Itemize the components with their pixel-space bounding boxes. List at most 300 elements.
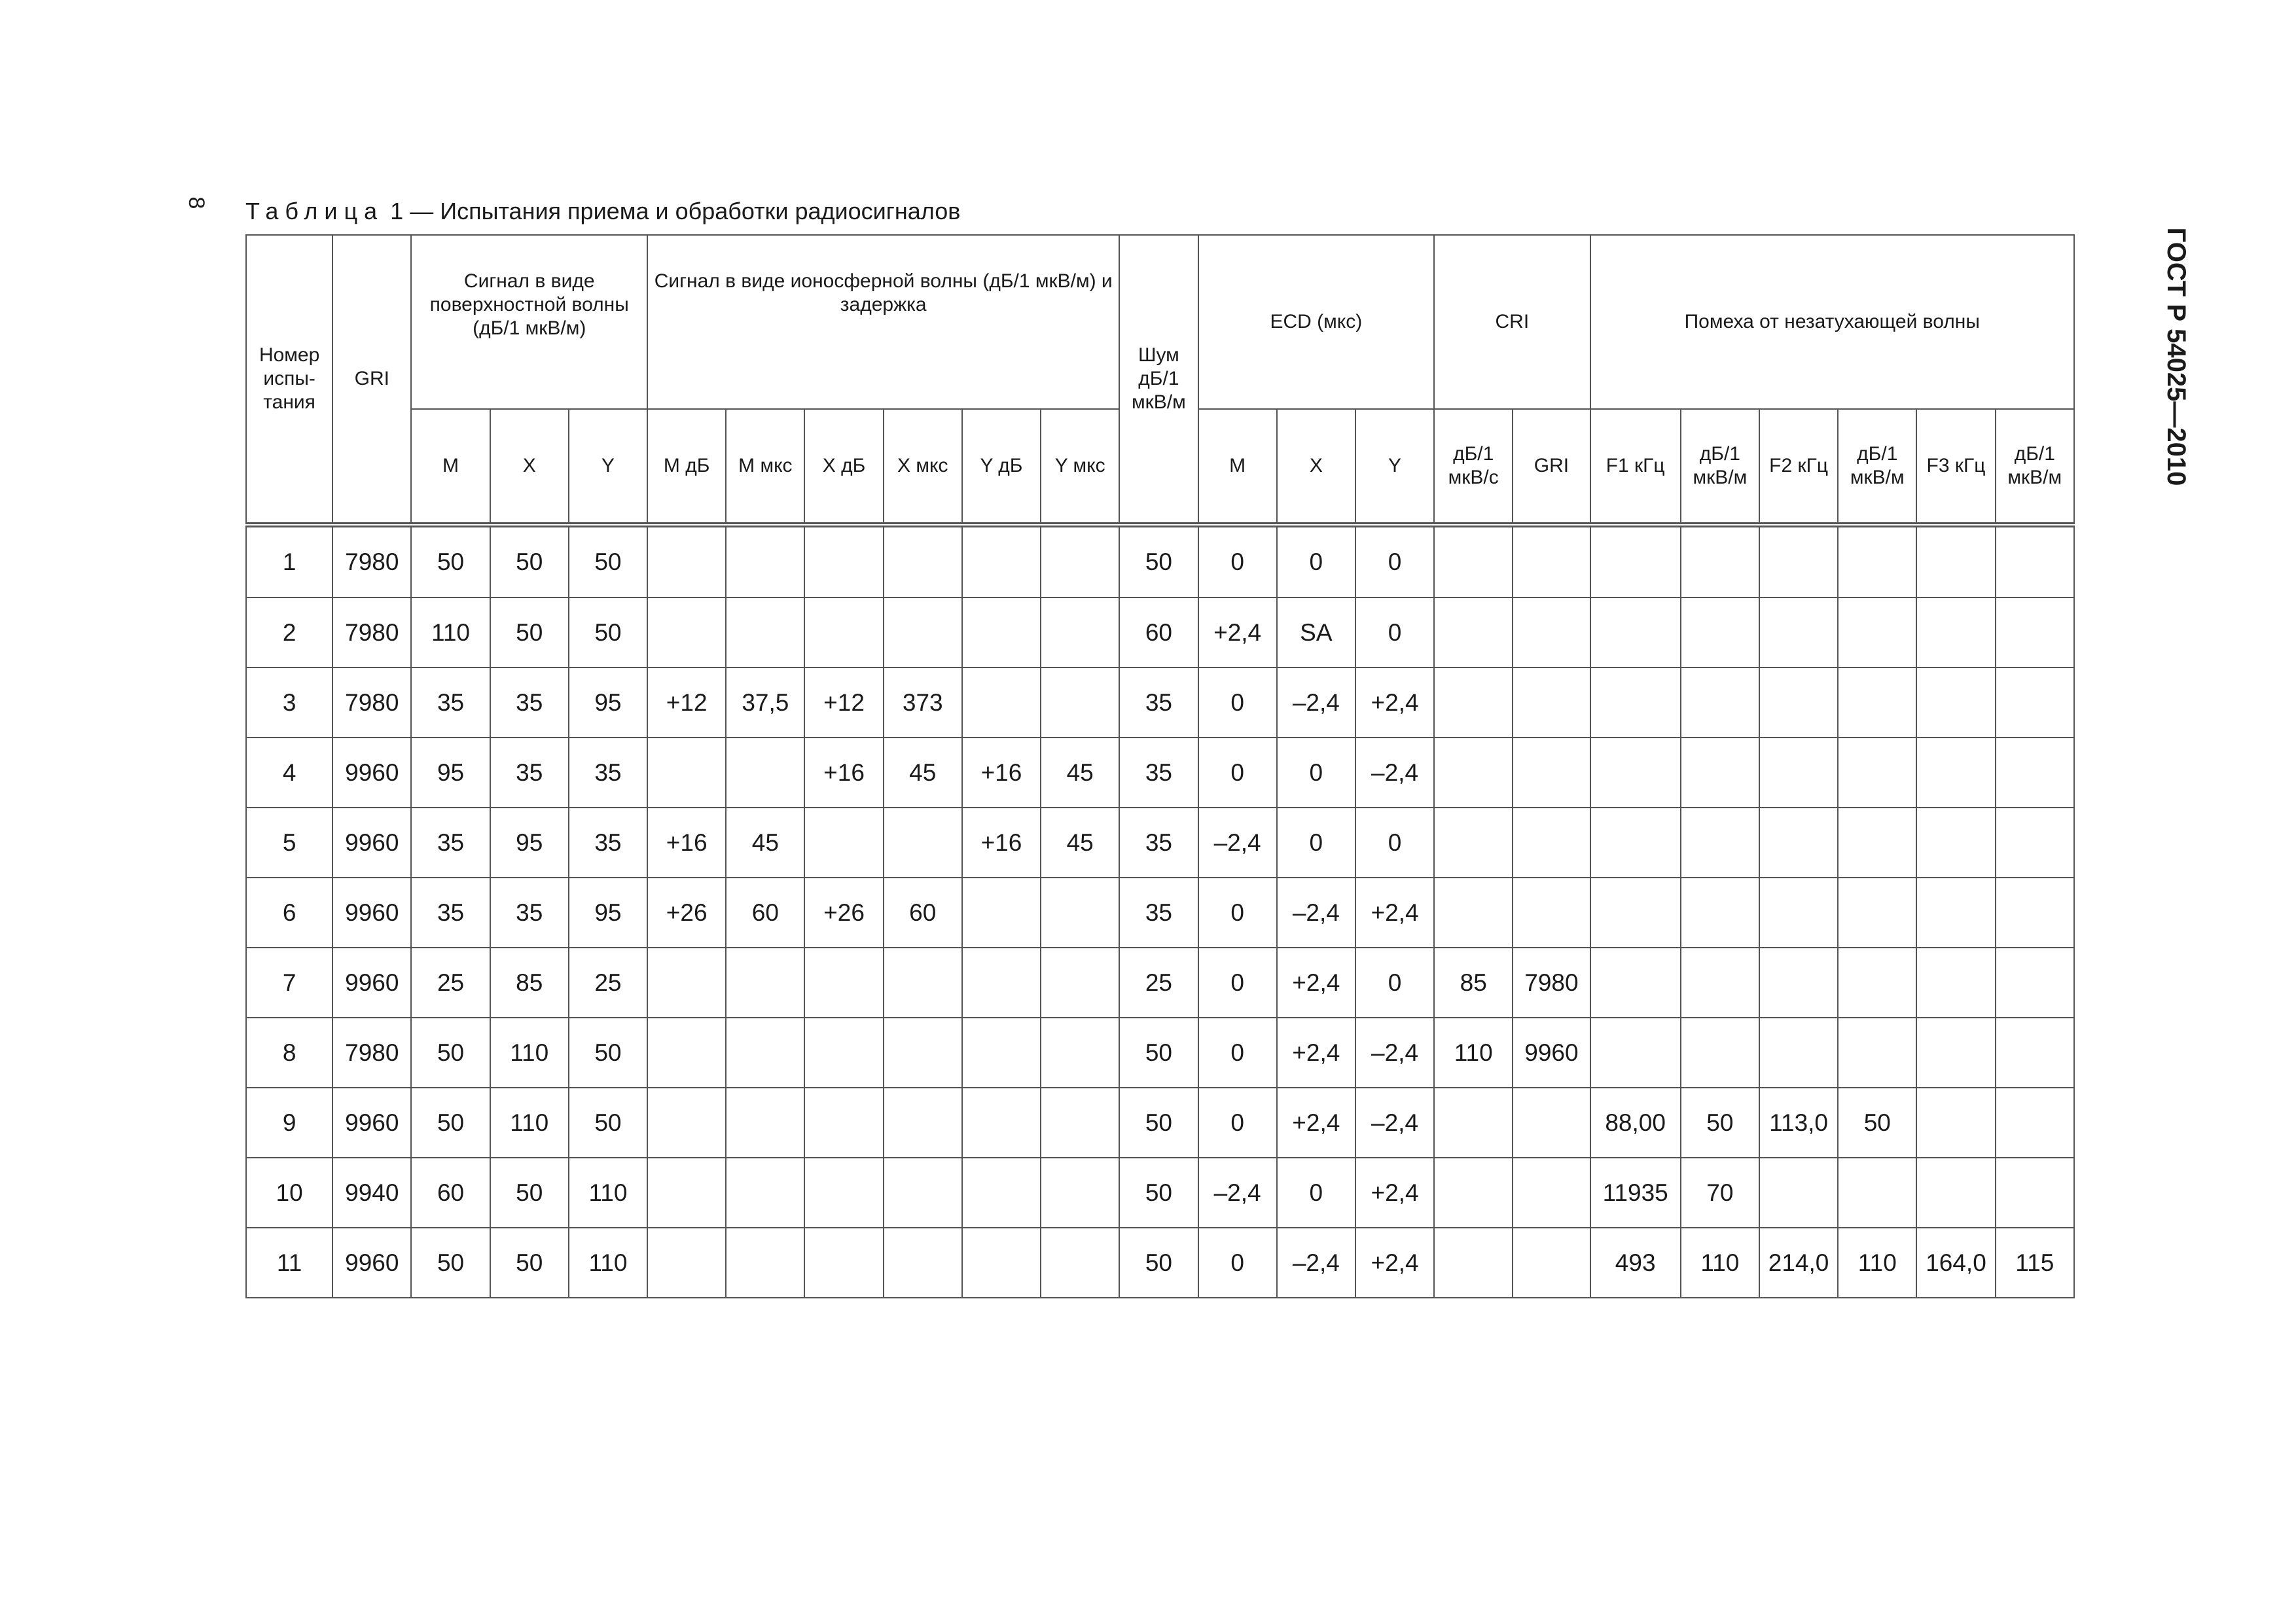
table-cell: 70 bbox=[1681, 1158, 1759, 1228]
table-cell bbox=[647, 948, 726, 1018]
table-cell: 7980 bbox=[1513, 948, 1590, 1018]
table-cell: 35 bbox=[411, 808, 490, 878]
table-cell: +12 bbox=[804, 668, 883, 738]
table-cell bbox=[804, 1158, 883, 1228]
table-cell: 7980 bbox=[332, 525, 411, 597]
table-cell: 50 bbox=[1119, 1158, 1198, 1228]
table-row bbox=[246, 948, 2074, 1018]
table-cell: –2,4 bbox=[1198, 1158, 1277, 1228]
table-cell bbox=[1759, 1018, 1838, 1088]
table-cell: 50 bbox=[411, 1018, 490, 1088]
table-cell: 11 bbox=[246, 1228, 332, 1298]
table-cell: 2 bbox=[246, 597, 332, 668]
table-cell: 37,5 bbox=[726, 668, 804, 738]
table-cell bbox=[1041, 597, 1119, 668]
table-cell bbox=[726, 1158, 804, 1228]
table-cell bbox=[962, 597, 1041, 668]
table-cell: 60 bbox=[411, 1158, 490, 1228]
table-cell: 115 bbox=[1996, 1228, 2074, 1298]
table-cell: +12 bbox=[647, 668, 726, 738]
table-cell bbox=[804, 1018, 883, 1088]
table-cell: 50 bbox=[411, 525, 490, 597]
table-cell: 45 bbox=[884, 738, 962, 808]
table-cell: 8 bbox=[246, 1018, 332, 1088]
table-cell bbox=[1759, 948, 1838, 1018]
subheader-cw-f2: F2 кГц bbox=[1759, 409, 1838, 525]
table-cell: 7980 bbox=[332, 597, 411, 668]
table-cell bbox=[726, 597, 804, 668]
table-cell bbox=[884, 808, 962, 878]
table-cell: 50 bbox=[1681, 1088, 1759, 1158]
table-cell bbox=[1916, 597, 1995, 668]
table-cell bbox=[726, 738, 804, 808]
table-cell bbox=[1513, 597, 1590, 668]
header-gri: GRI bbox=[332, 235, 411, 525]
table-cell: 9960 bbox=[1513, 1018, 1590, 1088]
table-cell: –2,4 bbox=[1277, 1228, 1355, 1298]
table-cell: 0 bbox=[1198, 738, 1277, 808]
table-cell: 0 bbox=[1198, 1228, 1277, 1298]
table-cell: 50 bbox=[569, 1018, 647, 1088]
table-cell: 85 bbox=[1434, 948, 1513, 1018]
table-cell: 50 bbox=[569, 1088, 647, 1158]
table-cell: 113,0 bbox=[1759, 1088, 1838, 1158]
table-cell: 50 bbox=[490, 597, 569, 668]
table-cell: –2,4 bbox=[1355, 1018, 1434, 1088]
table-cell bbox=[1513, 1158, 1590, 1228]
table-cell: 9960 bbox=[332, 1228, 411, 1298]
table-cell: +16 bbox=[962, 738, 1041, 808]
table-cell: 0 bbox=[1198, 668, 1277, 738]
table-cell: 10 bbox=[246, 1158, 332, 1228]
subheader-cri-gri: GRI bbox=[1513, 409, 1590, 525]
table-cell bbox=[1996, 878, 2074, 948]
table-cell: 0 bbox=[1355, 808, 1434, 878]
table-cell: 1 bbox=[246, 525, 332, 597]
table-cell: 45 bbox=[726, 808, 804, 878]
table-cell: 35 bbox=[490, 668, 569, 738]
table-cell: 25 bbox=[411, 948, 490, 1018]
table-cell: 4 bbox=[246, 738, 332, 808]
table-cell: 50 bbox=[411, 1228, 490, 1298]
table-cell bbox=[962, 525, 1041, 597]
table-cell: 35 bbox=[569, 808, 647, 878]
table-cell: –2,4 bbox=[1277, 878, 1355, 948]
table-row bbox=[246, 1088, 2074, 1158]
table-cell bbox=[1041, 948, 1119, 1018]
table-cell: 5 bbox=[246, 808, 332, 878]
table-cell bbox=[647, 1158, 726, 1228]
table-cell bbox=[1513, 808, 1590, 878]
table-cell: 88,00 bbox=[1590, 1088, 1681, 1158]
table-cell bbox=[647, 1088, 726, 1158]
table-cell bbox=[1996, 808, 2074, 878]
table-cell: SA bbox=[1277, 597, 1355, 668]
table-cell: +2,4 bbox=[1277, 1088, 1355, 1158]
table-cell: 0 bbox=[1277, 808, 1355, 878]
table-cell bbox=[726, 525, 804, 597]
table-cell: 95 bbox=[569, 668, 647, 738]
table-cell bbox=[1838, 1158, 1916, 1228]
table-cell: 0 bbox=[1355, 948, 1434, 1018]
table-cell bbox=[1681, 668, 1759, 738]
table-cell: 95 bbox=[490, 808, 569, 878]
table-cell bbox=[1996, 668, 2074, 738]
table-cell: +16 bbox=[647, 808, 726, 878]
table-cell bbox=[1916, 808, 1995, 878]
table-cell bbox=[726, 1228, 804, 1298]
table-cell bbox=[1434, 1088, 1513, 1158]
table-cell bbox=[884, 948, 962, 1018]
table-row bbox=[246, 808, 2074, 878]
table-cell bbox=[1916, 948, 1995, 1018]
table-cell bbox=[1916, 738, 1995, 808]
table-cell bbox=[1590, 525, 1681, 597]
table-cell: 7980 bbox=[332, 668, 411, 738]
test-table bbox=[245, 234, 2075, 1298]
table-cell bbox=[1041, 1228, 1119, 1298]
table-cell: 9940 bbox=[332, 1158, 411, 1228]
subheader-ecd-m: M bbox=[1198, 409, 1277, 525]
table-cell bbox=[804, 525, 883, 597]
table-cell: 0 bbox=[1198, 1088, 1277, 1158]
subheader-sky-m-db: M дБ bbox=[647, 409, 726, 525]
table-cell: 110 bbox=[1681, 1228, 1759, 1298]
table-cell: 11935 bbox=[1590, 1158, 1681, 1228]
table-cell: 35 bbox=[490, 878, 569, 948]
table-cell bbox=[647, 525, 726, 597]
table-cell bbox=[1513, 738, 1590, 808]
caption-label: Таблица bbox=[245, 198, 384, 224]
subheader-ground-x: X bbox=[490, 409, 569, 525]
table-cell bbox=[1041, 525, 1119, 597]
table-cell: 110 bbox=[569, 1228, 647, 1298]
subheader-sky-y-db: Y дБ bbox=[962, 409, 1041, 525]
table-cell bbox=[1434, 597, 1513, 668]
table-cell: 35 bbox=[411, 668, 490, 738]
table-cell: 35 bbox=[1119, 668, 1198, 738]
table-cell bbox=[804, 948, 883, 1018]
table-cell: 214,0 bbox=[1759, 1228, 1838, 1298]
table-cell: 9960 bbox=[332, 738, 411, 808]
table-cell bbox=[1916, 878, 1995, 948]
table-cell: 50 bbox=[569, 597, 647, 668]
table-cell bbox=[962, 1088, 1041, 1158]
table-cell bbox=[1759, 738, 1838, 808]
table-cell: 35 bbox=[1119, 808, 1198, 878]
table-cell bbox=[726, 1088, 804, 1158]
header-cw-interference: Помеха от незатухающей волны bbox=[1590, 235, 2074, 409]
table-cell: +26 bbox=[647, 878, 726, 948]
table-cell: 35 bbox=[490, 738, 569, 808]
table-cell: 164,0 bbox=[1916, 1228, 1995, 1298]
header-sky-wave: Сигнал в виде ионосферной волны (дБ/1 мкВ/м) и задержка bbox=[647, 235, 1119, 409]
table-cell bbox=[1590, 878, 1681, 948]
table-cell: +26 bbox=[804, 878, 883, 948]
table-cell: –2,4 bbox=[1198, 808, 1277, 878]
subheader-cw-f1: F1 кГц bbox=[1590, 409, 1681, 525]
table-cell bbox=[1590, 1018, 1681, 1088]
table-cell: 50 bbox=[1119, 525, 1198, 597]
table-cell bbox=[1759, 668, 1838, 738]
table-cell: 0 bbox=[1198, 1018, 1277, 1088]
table-cell bbox=[1041, 1018, 1119, 1088]
table-cell: +2,4 bbox=[1198, 597, 1277, 668]
subheader-cri-level: дБ/1 мкВ/с bbox=[1434, 409, 1513, 525]
table-row bbox=[246, 1158, 2074, 1228]
table-cell bbox=[1434, 808, 1513, 878]
table-cell: 6 bbox=[246, 878, 332, 948]
table-cell: 7 bbox=[246, 948, 332, 1018]
table-cell bbox=[1759, 525, 1838, 597]
table-cell bbox=[1434, 1158, 1513, 1228]
table-cell bbox=[962, 948, 1041, 1018]
table-row bbox=[246, 668, 2074, 738]
table-cell: 0 bbox=[1355, 597, 1434, 668]
table-cell bbox=[1759, 597, 1838, 668]
table-cell bbox=[1838, 668, 1916, 738]
header-test-number: Номер испы-тания bbox=[246, 235, 332, 525]
table-cell: 50 bbox=[490, 525, 569, 597]
table-cell: 493 bbox=[1590, 1228, 1681, 1298]
page-number: 8 bbox=[184, 196, 209, 209]
table-cell bbox=[1590, 668, 1681, 738]
table-cell bbox=[1434, 878, 1513, 948]
table-cell bbox=[726, 948, 804, 1018]
subheader-cw-f3-level: дБ/1 мкВ/м bbox=[1996, 409, 2074, 525]
table-cell: 45 bbox=[1041, 808, 1119, 878]
table-cell: +2,4 bbox=[1355, 1158, 1434, 1228]
table-cell bbox=[1916, 525, 1995, 597]
table-cell: 110 bbox=[490, 1018, 569, 1088]
table-cell: 110 bbox=[1838, 1228, 1916, 1298]
table-cell bbox=[1838, 1018, 1916, 1088]
table-cell: 0 bbox=[1198, 525, 1277, 597]
table-cell bbox=[1996, 597, 2074, 668]
table-cell bbox=[1681, 1018, 1759, 1088]
table-cell bbox=[1916, 1088, 1995, 1158]
subheader-sky-y-us: Y мкс bbox=[1041, 409, 1119, 525]
table-cell: –2,4 bbox=[1355, 1088, 1434, 1158]
table-row bbox=[246, 525, 2074, 597]
table-cell bbox=[1590, 597, 1681, 668]
table-cell: 35 bbox=[1119, 878, 1198, 948]
table-cell bbox=[1513, 525, 1590, 597]
table-cell bbox=[1916, 1158, 1995, 1228]
table-cell: 373 bbox=[884, 668, 962, 738]
table-cell: 50 bbox=[490, 1158, 569, 1228]
table-cell: 9960 bbox=[332, 878, 411, 948]
table-cell bbox=[804, 597, 883, 668]
table-cell bbox=[1513, 668, 1590, 738]
table-cell: 7980 bbox=[332, 1018, 411, 1088]
table-cell bbox=[647, 1228, 726, 1298]
table-cell bbox=[1434, 668, 1513, 738]
subheader-ground-m: M bbox=[411, 409, 490, 525]
table-cell bbox=[1434, 1228, 1513, 1298]
header-row-groups bbox=[246, 235, 2074, 409]
caption-title: — Испытания приема и обработки радиосигналов bbox=[410, 198, 961, 224]
table-cell: 0 bbox=[1277, 525, 1355, 597]
table-row bbox=[246, 878, 2074, 948]
table-cell: 45 bbox=[1041, 738, 1119, 808]
table-cell bbox=[804, 1088, 883, 1158]
table-cell: 50 bbox=[411, 1088, 490, 1158]
subheader-ground-y: Y bbox=[569, 409, 647, 525]
table-cell bbox=[1996, 1018, 2074, 1088]
table-cell bbox=[1996, 738, 2074, 808]
table-cell: 60 bbox=[1119, 597, 1198, 668]
table-cell bbox=[1916, 668, 1995, 738]
table-cell: –2,4 bbox=[1355, 738, 1434, 808]
table-cell bbox=[962, 1018, 1041, 1088]
table-cell bbox=[1434, 525, 1513, 597]
table-cell: 110 bbox=[411, 597, 490, 668]
table-cell bbox=[1838, 525, 1916, 597]
table-cell: 60 bbox=[726, 878, 804, 948]
table-cell bbox=[962, 1158, 1041, 1228]
table-cell bbox=[1838, 808, 1916, 878]
table-row bbox=[246, 597, 2074, 668]
table-cell bbox=[726, 1018, 804, 1088]
table-cell: +2,4 bbox=[1355, 668, 1434, 738]
table-cell: 35 bbox=[1119, 738, 1198, 808]
table-cell bbox=[1041, 668, 1119, 738]
subheader-sky-x-db: X дБ bbox=[804, 409, 883, 525]
table-cell bbox=[647, 597, 726, 668]
table-cell bbox=[1590, 808, 1681, 878]
table-row bbox=[246, 738, 2074, 808]
table-cell bbox=[1513, 878, 1590, 948]
table-cell: 0 bbox=[1198, 878, 1277, 948]
table-cell bbox=[1513, 1228, 1590, 1298]
table-cell bbox=[884, 1088, 962, 1158]
table-cell: 0 bbox=[1277, 1158, 1355, 1228]
table-cell: 110 bbox=[490, 1088, 569, 1158]
table-row bbox=[246, 1228, 2074, 1298]
table-cell bbox=[884, 1018, 962, 1088]
table-cell: 25 bbox=[1119, 948, 1198, 1018]
header-noise: Шум дБ/1 мкВ/м bbox=[1119, 235, 1198, 525]
table-body bbox=[246, 525, 2074, 1298]
table-cell: +16 bbox=[962, 808, 1041, 878]
table-cell: 50 bbox=[1119, 1018, 1198, 1088]
table-cell bbox=[1996, 948, 2074, 1018]
header-cri: CRI bbox=[1434, 235, 1590, 409]
header-ground-wave: Сигнал в виде поверхностной волны (дБ/1 мкВ/м) bbox=[411, 235, 647, 409]
table-cell bbox=[1434, 738, 1513, 808]
table-cell bbox=[804, 808, 883, 878]
table-cell bbox=[962, 1228, 1041, 1298]
table-caption bbox=[245, 196, 960, 226]
table-cell: 9960 bbox=[332, 1088, 411, 1158]
table-cell bbox=[647, 1018, 726, 1088]
subheader-cw-f3: F3 кГц bbox=[1916, 409, 1995, 525]
table-cell: +2,4 bbox=[1355, 1228, 1434, 1298]
table-cell: 110 bbox=[1434, 1018, 1513, 1088]
table-cell bbox=[1681, 948, 1759, 1018]
table-cell: 95 bbox=[569, 878, 647, 948]
table-cell: 9960 bbox=[332, 808, 411, 878]
table-cell bbox=[1681, 597, 1759, 668]
table-cell bbox=[1996, 1158, 2074, 1228]
table-cell: 3 bbox=[246, 668, 332, 738]
table-cell bbox=[1041, 1158, 1119, 1228]
table-cell: 85 bbox=[490, 948, 569, 1018]
table-cell bbox=[1838, 738, 1916, 808]
table-cell bbox=[884, 1228, 962, 1298]
table-cell bbox=[1041, 1088, 1119, 1158]
table-cell: 50 bbox=[1119, 1228, 1198, 1298]
table-cell: +16 bbox=[804, 738, 883, 808]
table-cell: +2,4 bbox=[1277, 1018, 1355, 1088]
table-cell bbox=[647, 738, 726, 808]
table-cell bbox=[1838, 948, 1916, 1018]
table-row bbox=[246, 1018, 2074, 1088]
subheader-sky-x-us: X мкс bbox=[884, 409, 962, 525]
table-cell: 35 bbox=[411, 878, 490, 948]
table-cell bbox=[1681, 808, 1759, 878]
table-cell bbox=[1916, 1018, 1995, 1088]
subheader-ecd-y: Y bbox=[1355, 409, 1434, 525]
table-cell: 50 bbox=[569, 525, 647, 597]
caption-number: 1 bbox=[390, 198, 404, 224]
table-cell: 0 bbox=[1198, 948, 1277, 1018]
table-cell: 25 bbox=[569, 948, 647, 1018]
table-cell: 35 bbox=[569, 738, 647, 808]
table-cell bbox=[962, 668, 1041, 738]
table-cell: 9 bbox=[246, 1088, 332, 1158]
table-cell: 9960 bbox=[332, 948, 411, 1018]
table-cell bbox=[1759, 808, 1838, 878]
table-cell bbox=[1759, 1158, 1838, 1228]
table-cell bbox=[884, 1158, 962, 1228]
table-cell bbox=[1041, 878, 1119, 948]
table-cell bbox=[1759, 878, 1838, 948]
table-cell bbox=[1996, 525, 2074, 597]
table-cell: 0 bbox=[1355, 525, 1434, 597]
table-cell: +2,4 bbox=[1277, 948, 1355, 1018]
table-cell bbox=[1838, 597, 1916, 668]
table-cell bbox=[1681, 878, 1759, 948]
table-cell bbox=[884, 525, 962, 597]
table-cell: 110 bbox=[569, 1158, 647, 1228]
table-cell: 60 bbox=[884, 878, 962, 948]
subheader-cw-f2-level: дБ/1 мкВ/м bbox=[1838, 409, 1916, 525]
table-cell: 0 bbox=[1277, 738, 1355, 808]
table-cell bbox=[884, 597, 962, 668]
table-cell: 50 bbox=[1838, 1088, 1916, 1158]
table-cell: –2,4 bbox=[1277, 668, 1355, 738]
subheader-cw-f1-level: дБ/1 мкВ/м bbox=[1681, 409, 1759, 525]
table-cell bbox=[1590, 738, 1681, 808]
subheader-sky-m-us: M мкс bbox=[726, 409, 804, 525]
subheader-ecd-x: X bbox=[1277, 409, 1355, 525]
table-cell bbox=[804, 1228, 883, 1298]
table-cell bbox=[1681, 525, 1759, 597]
header-ecd: ECD (мкс) bbox=[1198, 235, 1435, 409]
standard-code: ГОСТ Р 54025—2010 bbox=[2162, 227, 2191, 486]
table-cell: 50 bbox=[1119, 1088, 1198, 1158]
table-cell bbox=[1681, 738, 1759, 808]
table-cell bbox=[1996, 1088, 2074, 1158]
table-cell bbox=[1838, 878, 1916, 948]
table-cell bbox=[1513, 1088, 1590, 1158]
table-cell: 95 bbox=[411, 738, 490, 808]
table-cell: 50 bbox=[490, 1228, 569, 1298]
table-cell bbox=[962, 878, 1041, 948]
table-cell bbox=[1590, 948, 1681, 1018]
